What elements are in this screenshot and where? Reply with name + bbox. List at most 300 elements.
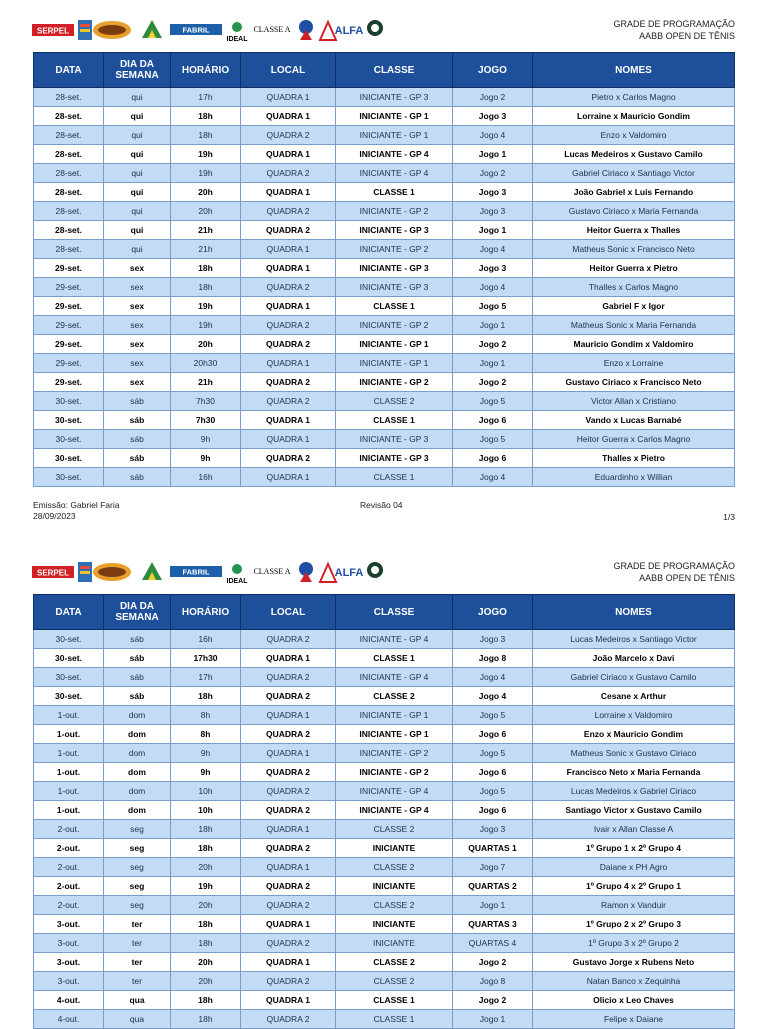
table-row	[34, 725, 735, 744]
column-header-dia-da-semana: DIA DA SEMANA	[104, 53, 171, 88]
footer-emission	[33, 500, 119, 522]
cell-classe: INICIANTE - GP 3	[336, 88, 453, 107]
cell-nomes: Gabriel Ciriaco x Gustavo Camilo	[533, 668, 735, 687]
cell-data: 3-out.	[34, 972, 104, 991]
table-row	[34, 297, 735, 316]
cell-jogo: Jogo 3	[453, 183, 533, 202]
cell-nomes: João Marcelo x Davi	[533, 649, 735, 668]
cell-nomes: Enzo x Lorraine	[533, 354, 735, 373]
cell-data: 29-set.	[34, 373, 104, 392]
cell-data: 28-set.	[34, 183, 104, 202]
cell-data: 30-set.	[34, 430, 104, 449]
cell-jogo: Jogo 7	[453, 858, 533, 877]
cell-data: 1-out.	[34, 725, 104, 744]
cell-nomes: Victor Allan x Cristiano	[533, 392, 735, 411]
table-row	[34, 972, 735, 991]
cell-local: QUADRA 2	[241, 278, 336, 297]
cell-horario: 17h	[171, 668, 241, 687]
table-row	[34, 934, 735, 953]
serpel-logo-text: SERPEL	[36, 568, 70, 578]
cell-horario: 21h	[171, 240, 241, 259]
table-row	[34, 259, 735, 278]
alfa-logo-text: ALFA	[334, 25, 364, 37]
cell-jogo: Jogo 3	[453, 107, 533, 126]
cell-data: 29-set.	[34, 297, 104, 316]
table-row	[34, 915, 735, 934]
cell-horario: 16h	[171, 630, 241, 649]
table-row	[34, 858, 735, 877]
cell-data: 29-set.	[34, 354, 104, 373]
table-row	[34, 449, 735, 468]
cell-jogo: Jogo 3	[453, 820, 533, 839]
footer-page-number: 1/3	[723, 512, 735, 522]
cell-horario: 18h	[171, 991, 241, 1010]
cell-local: QUADRA 1	[241, 915, 336, 934]
cell-data: 2-out.	[34, 877, 104, 896]
cell-data: 29-set.	[34, 316, 104, 335]
cell-jogo: Jogo 2	[453, 335, 533, 354]
fabril-logo	[170, 24, 222, 35]
cell-horario: 10h	[171, 782, 241, 801]
cell-local: QUADRA 2	[241, 1010, 336, 1029]
cell-classe: INICIANTE - GP 1	[336, 706, 453, 725]
cell-classe: CLASSE 1	[336, 649, 453, 668]
cell-dia: sex	[104, 278, 171, 297]
cell-data: 28-set.	[34, 164, 104, 183]
cell-horario: 20h30	[171, 354, 241, 373]
cell-data: 30-set.	[34, 668, 104, 687]
cell-classe: INICIANTE - GP 1	[336, 126, 453, 145]
cell-nomes: Lucas Medeiros x Gabriel Ciriaco	[533, 782, 735, 801]
table-row	[34, 354, 735, 373]
cell-local: QUADRA 2	[241, 687, 336, 706]
cell-horario: 18h	[171, 278, 241, 297]
cell-nomes: Heitor Guerra x Pietro	[533, 259, 735, 278]
cell-jogo: Jogo 4	[453, 468, 533, 487]
cell-data: 28-set.	[34, 221, 104, 240]
cell-horario: 18h	[171, 934, 241, 953]
cell-dia: seg	[104, 877, 171, 896]
table-row	[34, 221, 735, 240]
cell-nomes: 1º Grupo 4 x 2º Grupo 1	[533, 877, 735, 896]
column-header-dia-da-semana: DIA DA SEMANA	[104, 595, 171, 630]
cell-dia: qui	[104, 221, 171, 240]
column-header-local: LOCAL	[241, 595, 336, 630]
cell-classe: INICIANTE - GP 1	[336, 107, 453, 126]
cell-jogo: Jogo 1	[453, 896, 533, 915]
cell-data: 30-set.	[34, 630, 104, 649]
cell-local: QUADRA 1	[241, 953, 336, 972]
cell-jogo: Jogo 5	[453, 744, 533, 763]
column-header-horario: HORÁRIO	[171, 53, 241, 88]
cell-nomes: Daiane x PH Agro	[533, 858, 735, 877]
cell-nomes: Lorraine x Mauricio Gondim	[533, 107, 735, 126]
cell-local: QUADRA 2	[241, 373, 336, 392]
cell-jogo: Jogo 3	[453, 202, 533, 221]
magazine-logo	[78, 562, 92, 582]
table-row	[34, 126, 735, 145]
cell-local: QUADRA 2	[241, 782, 336, 801]
cell-local: QUADRA 1	[241, 468, 336, 487]
cell-local: QUADRA 1	[241, 183, 336, 202]
cell-classe: INICIANTE - GP 2	[336, 316, 453, 335]
column-header-classe: CLASSE	[336, 53, 453, 88]
cell-classe: INICIANTE	[336, 934, 453, 953]
fabril-logo	[170, 566, 222, 577]
cell-nomes: Gustavo Ciriaco x Francisco Neto	[533, 373, 735, 392]
column-header-jogo: JOGO	[453, 595, 533, 630]
cell-dia: qui	[104, 240, 171, 259]
cell-data: 30-set.	[34, 392, 104, 411]
colegio-logo	[367, 562, 383, 578]
schedule-table-page-1	[33, 52, 735, 487]
cell-classe: INICIANTE - GP 3	[336, 449, 453, 468]
cell-classe: CLASSE 1	[336, 297, 453, 316]
cell-horario: 20h	[171, 335, 241, 354]
cell-horario: 21h	[171, 373, 241, 392]
table-row	[34, 411, 735, 430]
cell-jogo: QUARTAS 3	[453, 915, 533, 934]
cell-jogo: QUARTAS 2	[453, 877, 533, 896]
serpel-logo	[32, 24, 74, 36]
cell-data: 28-set.	[34, 240, 104, 259]
cell-dia: sáb	[104, 649, 171, 668]
cell-data: 29-set.	[34, 259, 104, 278]
cell-local: QUADRA 2	[241, 896, 336, 915]
cell-dia: ter	[104, 953, 171, 972]
classe-a-logo	[253, 25, 290, 34]
cell-local: QUADRA 2	[241, 392, 336, 411]
classe-a-logo-text: CLASSE A	[253, 25, 291, 34]
table-row	[34, 164, 735, 183]
cell-horario: 18h	[171, 107, 241, 126]
cell-local: QUADRA 2	[241, 164, 336, 183]
cell-dia: seg	[104, 896, 171, 915]
cell-dia: sáb	[104, 630, 171, 649]
cell-data: 30-set.	[34, 649, 104, 668]
restaurant-logo	[93, 563, 131, 581]
table-row	[34, 763, 735, 782]
cell-classe: INICIANTE - GP 3	[336, 221, 453, 240]
table-row	[34, 877, 735, 896]
cell-local: QUADRA 1	[241, 858, 336, 877]
cell-classe: CLASSE 2	[336, 687, 453, 706]
cell-horario: 18h	[171, 1010, 241, 1029]
cell-classe: CLASSE 1	[336, 991, 453, 1010]
cell-horario: 8h	[171, 706, 241, 725]
cell-horario: 9h	[171, 449, 241, 468]
cell-classe: INICIANTE - GP 2	[336, 763, 453, 782]
cell-dia: dom	[104, 763, 171, 782]
document-title-line2: AABB OPEN DE TÊNIS	[639, 573, 735, 583]
cell-horario: 19h	[171, 316, 241, 335]
cell-nomes: Ivair x Allan Classe A	[533, 820, 735, 839]
cell-dia: sáb	[104, 687, 171, 706]
cell-dia: sex	[104, 297, 171, 316]
document-title-line2: AABB OPEN DE TÊNIS	[639, 31, 735, 41]
cell-nomes: Enzo x Mauricio Gondim	[533, 725, 735, 744]
sonic-mascot-logo	[299, 20, 313, 40]
cell-classe: INICIANTE - GP 2	[336, 373, 453, 392]
cell-data: 1-out.	[34, 763, 104, 782]
cell-dia: dom	[104, 801, 171, 820]
cell-classe: CLASSE 2	[336, 858, 453, 877]
table-row	[34, 392, 735, 411]
cell-local: QUADRA 2	[241, 839, 336, 858]
cell-jogo: Jogo 2	[453, 953, 533, 972]
table-row	[34, 687, 735, 706]
document-title-line1: GRADE DE PROGRAMAÇÃO	[613, 561, 735, 571]
table-row	[34, 183, 735, 202]
cell-classe: CLASSE 2	[336, 392, 453, 411]
cell-local: QUADRA 2	[241, 126, 336, 145]
cell-dia: sáb	[104, 392, 171, 411]
cell-nomes: Ramon x Vanduir	[533, 896, 735, 915]
cell-classe: INICIANTE - GP 4	[336, 164, 453, 183]
table-row	[34, 839, 735, 858]
cell-data: 30-set.	[34, 411, 104, 430]
cell-horario: 19h	[171, 297, 241, 316]
cell-local: QUADRA 1	[241, 649, 336, 668]
cell-horario: 18h	[171, 839, 241, 858]
cell-dia: qui	[104, 88, 171, 107]
cell-dia: qua	[104, 1010, 171, 1029]
cell-nomes: Matheus Sonic x Francisco Neto	[533, 240, 735, 259]
cell-classe: INICIANTE	[336, 915, 453, 934]
cell-data: 1-out.	[34, 706, 104, 725]
cell-horario: 18h	[171, 259, 241, 278]
cell-nomes: Felipe x Daiane	[533, 1010, 735, 1029]
document-title	[613, 560, 735, 584]
document-title	[613, 18, 735, 42]
table-row	[34, 1010, 735, 1029]
cell-nomes: Gabriel F x Igor	[533, 297, 735, 316]
classe-a-logo-text: CLASSE A	[253, 567, 291, 576]
table-body-page-2	[34, 630, 735, 1029]
cell-nomes: 1º Grupo 1 x 2º Grupo 4	[533, 839, 735, 858]
cell-dia: sáb	[104, 449, 171, 468]
cell-horario: 20h	[171, 858, 241, 877]
cell-nomes: Gustavo Jorge x Rubens Neto	[533, 953, 735, 972]
cell-data: 28-set.	[34, 145, 104, 164]
footer-date: 28/09/2023	[33, 511, 76, 521]
magazine-logo	[78, 20, 92, 40]
cell-dia: seg	[104, 858, 171, 877]
cell-nomes: Gabriel Ciriaco x Santiago Victor	[533, 164, 735, 183]
cell-classe: INICIANTE - GP 3	[336, 278, 453, 297]
cell-classe: CLASSE 1	[336, 411, 453, 430]
cell-classe: INICIANTE - GP 1	[336, 725, 453, 744]
table-row	[34, 744, 735, 763]
cell-classe: INICIANTE - GP 4	[336, 782, 453, 801]
schedule-table-page-2	[33, 594, 735, 1029]
table-row	[34, 896, 735, 915]
cell-nomes: Mauricio Gondim x Valdomiro	[533, 335, 735, 354]
cell-horario: 20h	[171, 953, 241, 972]
cell-dia: sáb	[104, 430, 171, 449]
cell-local: QUADRA 2	[241, 221, 336, 240]
table-row	[34, 335, 735, 354]
alfa-logo	[320, 564, 363, 582]
cell-horario: 9h	[171, 763, 241, 782]
cell-local: QUADRA 1	[241, 145, 336, 164]
cell-dia: qui	[104, 164, 171, 183]
cell-classe: CLASSE 2	[336, 972, 453, 991]
ph-agro-logo	[142, 562, 162, 580]
cell-local: QUADRA 1	[241, 991, 336, 1010]
column-header-nomes: NOMES	[533, 53, 735, 88]
cell-nomes: Pietro x Carlos Magno	[533, 88, 735, 107]
cell-nomes: Cesane x Arthur	[533, 687, 735, 706]
table-row	[34, 145, 735, 164]
cell-dia: sáb	[104, 468, 171, 487]
cell-dia: sex	[104, 354, 171, 373]
cell-nomes: Olicio x Leo Chaves	[533, 991, 735, 1010]
cell-jogo: Jogo 6	[453, 725, 533, 744]
cell-classe: INICIANTE	[336, 839, 453, 858]
cell-data: 4-out.	[34, 991, 104, 1010]
cell-nomes: Heitor Guerra x Carlos Magno	[533, 430, 735, 449]
cell-nomes: Lorraine x Valdomiro	[533, 706, 735, 725]
cell-local: QUADRA 1	[241, 430, 336, 449]
cell-classe: INICIANTE - GP 2	[336, 240, 453, 259]
cell-horario: 18h	[171, 820, 241, 839]
cell-jogo: Jogo 3	[453, 630, 533, 649]
sponsor-logos	[32, 16, 387, 44]
fabril-logo-text: FABRIL	[182, 25, 210, 35]
cell-local: QUADRA 1	[241, 820, 336, 839]
cell-classe: INICIANTE - GP 2	[336, 202, 453, 221]
cell-jogo: Jogo 1	[453, 145, 533, 164]
cell-local: QUADRA 1	[241, 259, 336, 278]
cell-nomes: Matheus Sonic x Gustavo Ciriaco	[533, 744, 735, 763]
cell-data: 30-set.	[34, 468, 104, 487]
restaurant-logo	[93, 21, 131, 39]
table-header-row	[34, 595, 735, 630]
cell-local: QUADRA 1	[241, 107, 336, 126]
cell-data: 3-out.	[34, 934, 104, 953]
cell-horario: 20h	[171, 183, 241, 202]
cell-dia: sex	[104, 335, 171, 354]
cell-horario: 18h	[171, 687, 241, 706]
cell-horario: 19h	[171, 145, 241, 164]
cell-local: QUADRA 2	[241, 316, 336, 335]
cell-nomes: Eduardinho x Willian	[533, 468, 735, 487]
cell-nomes: Enzo x Valdomiro	[533, 126, 735, 145]
column-header-data: DATA	[34, 595, 104, 630]
cell-jogo: Jogo 6	[453, 449, 533, 468]
cell-data: 29-set.	[34, 278, 104, 297]
cell-jogo: Jogo 1	[453, 316, 533, 335]
cell-dia: sáb	[104, 668, 171, 687]
cell-nomes: 1º Grupo 3 x 2º Grupo 2	[533, 934, 735, 953]
cell-jogo: QUARTAS 4	[453, 934, 533, 953]
cell-horario: 17h	[171, 88, 241, 107]
cell-local: QUADRA 1	[241, 354, 336, 373]
ph-agro-logo	[142, 20, 162, 38]
cell-classe: CLASSE 1	[336, 1010, 453, 1029]
cell-data: 28-set.	[34, 202, 104, 221]
cell-classe: CLASSE 2	[336, 820, 453, 839]
cell-data: 30-set.	[34, 687, 104, 706]
cell-jogo: Jogo 2	[453, 373, 533, 392]
cell-horario: 20h	[171, 972, 241, 991]
cell-classe: CLASSE 1	[336, 468, 453, 487]
cell-dia: ter	[104, 915, 171, 934]
cell-data: 4-out.	[34, 1010, 104, 1029]
cell-horario: 19h	[171, 164, 241, 183]
cell-jogo: QUARTAS 1	[453, 839, 533, 858]
cell-nomes: 1º Grupo 2 x 2º Grupo 3	[533, 915, 735, 934]
cell-jogo: Jogo 5	[453, 297, 533, 316]
table-row	[34, 706, 735, 725]
table-row	[34, 88, 735, 107]
document-title-line1: GRADE DE PROGRAMAÇÃO	[613, 19, 735, 29]
cell-jogo: Jogo 3	[453, 259, 533, 278]
column-header-classe: CLASSE	[336, 595, 453, 630]
cell-jogo: Jogo 5	[453, 782, 533, 801]
cell-dia: seg	[104, 820, 171, 839]
serpel-logo	[32, 566, 74, 578]
table-row	[34, 801, 735, 820]
table-row	[34, 107, 735, 126]
cell-classe: INICIANTE - GP 4	[336, 630, 453, 649]
ideal-logo	[227, 22, 249, 43]
cell-jogo: Jogo 1	[453, 1010, 533, 1029]
cell-data: 2-out.	[34, 839, 104, 858]
table-row	[34, 468, 735, 487]
cell-dia: ter	[104, 972, 171, 991]
column-header-local: LOCAL	[241, 53, 336, 88]
cell-local: QUADRA 1	[241, 240, 336, 259]
cell-horario: 7h30	[171, 411, 241, 430]
cell-jogo: Jogo 5	[453, 430, 533, 449]
cell-data: 2-out.	[34, 896, 104, 915]
cell-jogo: Jogo 1	[453, 221, 533, 240]
column-header-nomes: NOMES	[533, 595, 735, 630]
cell-horario: 7h30	[171, 392, 241, 411]
cell-data: 29-set.	[34, 335, 104, 354]
cell-jogo: Jogo 2	[453, 164, 533, 183]
cell-dia: qua	[104, 991, 171, 1010]
cell-horario: 9h	[171, 744, 241, 763]
footer-emitter: Emissão: Gabriel Faria	[33, 500, 120, 510]
table-row	[34, 953, 735, 972]
alfa-logo	[320, 22, 363, 40]
cell-horario: 19h	[171, 877, 241, 896]
cell-data: 3-out.	[34, 915, 104, 934]
cell-jogo: Jogo 8	[453, 972, 533, 991]
table-row	[34, 782, 735, 801]
cell-data: 1-out.	[34, 782, 104, 801]
cell-classe: INICIANTE - GP 4	[336, 801, 453, 820]
cell-data: 3-out.	[34, 953, 104, 972]
cell-local: QUADRA 1	[241, 88, 336, 107]
table-row	[34, 630, 735, 649]
cell-data: 28-set.	[34, 88, 104, 107]
cell-dia: qui	[104, 145, 171, 164]
cell-local: QUADRA 2	[241, 202, 336, 221]
sonic-mascot-logo	[299, 562, 313, 582]
cell-jogo: Jogo 6	[453, 763, 533, 782]
cell-local: QUADRA 2	[241, 725, 336, 744]
cell-nomes: Thalles x Pietro	[533, 449, 735, 468]
serpel-logo-text: SERPEL	[36, 26, 70, 36]
ideal-logo-text: IDEAL	[226, 578, 248, 585]
cell-classe: INICIANTE - GP 2	[336, 744, 453, 763]
column-header-data: DATA	[34, 53, 104, 88]
cell-jogo: Jogo 1	[453, 354, 533, 373]
